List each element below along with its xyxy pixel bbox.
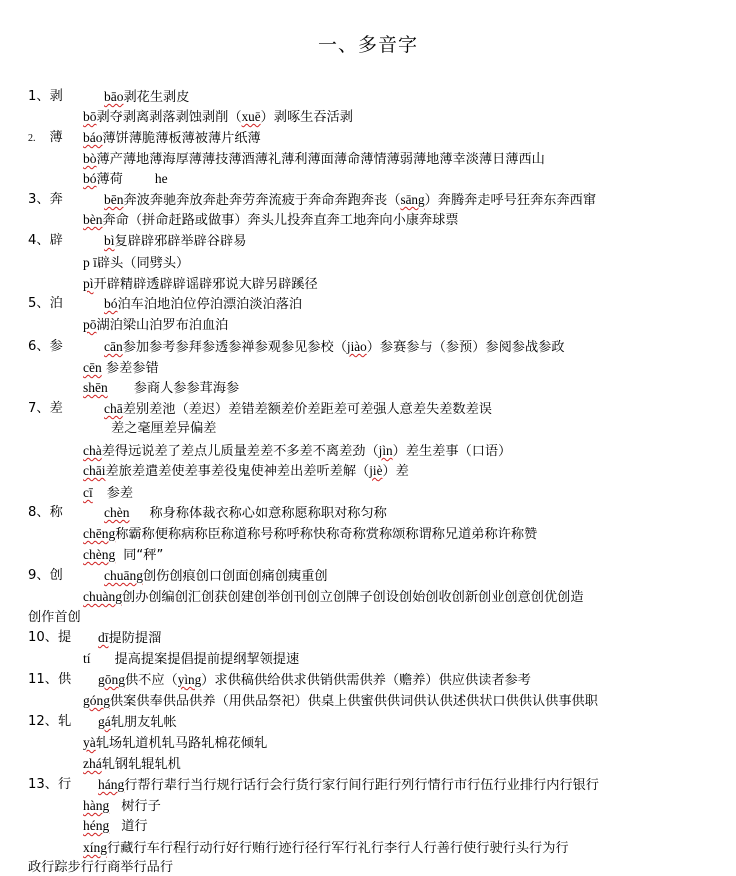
inline-pinyin: xuē (241, 109, 261, 124)
pinyin: tí (83, 651, 91, 666)
pinyin: gōng (98, 672, 125, 687)
pronunciation-line (83, 317, 228, 334)
examples: 道行 (121, 819, 148, 834)
examples: 行藏行车行程行动行好行贿行迹行径行军行礼行李行人行善行使行驶行头行为行 (107, 841, 569, 856)
examples: 泊车泊地泊位停泊漂泊淡泊落泊 (117, 297, 303, 312)
examples: 差别差池（差迟）差错差额差价差距差可差强人意差失差数差误 (122, 402, 492, 417)
pronunciation-line (104, 89, 189, 106)
pinyin: chà (83, 443, 102, 458)
pinyin: bì (104, 233, 115, 248)
pinyin: háng (98, 777, 125, 792)
pronunciation-line (83, 798, 161, 815)
entry-label: 6、参 (28, 339, 63, 354)
pinyin: bò (83, 151, 97, 166)
entry-label: 5、泊 (28, 296, 63, 311)
pinyin: xíng (83, 840, 108, 855)
pinyin: chèng (83, 547, 116, 562)
pronunciation-line (104, 401, 492, 418)
pronunciation-line (83, 151, 545, 168)
pronunciation-line (83, 756, 181, 773)
examples-cont: ）求供稿供给供求供销供需供养（赡养）供应供读者参考 (201, 673, 531, 688)
pronunciation-line (98, 630, 161, 647)
pronunciation-line (83, 255, 189, 272)
examples: 参加参考参拜参透参禅参观参见参校（ (122, 340, 347, 355)
examples-cont: ）差生差事（口语） (392, 444, 512, 459)
pinyin: hàng (83, 798, 110, 813)
pinyin: pō (83, 317, 97, 332)
pronunciation-line (83, 547, 163, 564)
pronunciation-line (83, 443, 511, 460)
pinyin: bèn (83, 212, 103, 227)
pinyin: p ī (83, 255, 97, 270)
entry-label: 13、行 (28, 777, 72, 792)
inline-pinyin: jiào (346, 339, 367, 354)
inline-pinyin: jiè (369, 463, 383, 478)
examples: 提防提溜 (108, 631, 162, 646)
pinyin: zhá (83, 756, 102, 771)
pronunciation-line (83, 485, 133, 502)
examples: 复辟辟邪辟举辟谷辟易 (114, 234, 247, 249)
pronunciation-line (83, 526, 537, 543)
pronunciation-line (104, 296, 302, 313)
pronunciation-line (83, 360, 159, 377)
examples: 树行子 (121, 799, 161, 814)
examples: 薄饼薄脆薄板薄被薄片纸薄 (102, 131, 261, 146)
pinyin: chā (104, 401, 123, 416)
examples: 轧朋友轧帐 (110, 715, 177, 730)
pinyin: héng (83, 818, 110, 833)
pronunciation-line (104, 505, 387, 522)
examples: 辟头（同劈头） (96, 256, 190, 271)
examples: 薄产薄地薄海厚薄薄技薄酒薄礼薄利薄面薄命薄情薄弱薄地薄幸淡薄日薄西山 (96, 152, 545, 167)
pronunciation-line (98, 777, 599, 794)
inline-pinyin: sāng (400, 192, 425, 207)
pronunciation-line (83, 693, 598, 710)
examples: 开辟精辟透辟辟谣辟邪说大辟另辟蹊径 (93, 277, 318, 292)
examples: 称身称体裁衣称心如意称愿称职对称匀称 (149, 506, 387, 521)
examples: 供不应（ (125, 673, 178, 688)
pinyin: chēng (83, 526, 116, 541)
pinyin: shēn (83, 380, 108, 395)
examples: 创办创编创汇创获创建创举创刊创立创牌子创设创始创收创新创业创意创优创造 (121, 590, 584, 605)
pronunciation-line (104, 233, 246, 250)
pronunciation-line (83, 818, 148, 835)
entry-label: 12、轧 (28, 714, 72, 729)
pinyin: chuāng (104, 568, 143, 583)
examples: 同“秤” (123, 548, 164, 563)
pronunciation-line (104, 339, 565, 356)
examples: 薄荷 (96, 172, 123, 187)
pinyin: cān (104, 339, 123, 354)
examples: 称霸称便称病称臣称道称号称呼称快称奇称赏称颂称谓称兄道弟称许称赞 (115, 527, 538, 542)
examples-cont: ）参赛参与（参预）参阅参战参政 (366, 340, 565, 355)
pronunciation-line (83, 109, 353, 126)
pronunciation-line (98, 672, 531, 689)
pinyin: dī (98, 630, 109, 645)
pinyin: bó (104, 296, 118, 311)
pronunciation-line (83, 171, 168, 188)
pinyin: yà (83, 735, 96, 750)
examples: 创作首创 (28, 610, 81, 625)
pinyin: báo (83, 130, 103, 145)
examples: 湖泊梁山泊罗布泊血泊 (96, 318, 229, 333)
examples: 剥花生剥皮 (123, 90, 190, 105)
pinyin: chāi (83, 463, 106, 478)
entry-label: 8、称 (28, 505, 63, 520)
pronunciation-line (83, 130, 261, 147)
pronunciation-line (83, 212, 459, 229)
inline-pinyin: yìng (177, 672, 202, 687)
examples: 行帮行辈行当行规行话行会行货行家行间行距行列行情行市行伍行业排行内行银行 (124, 778, 599, 793)
pronunciation-line (83, 380, 239, 397)
examples: 奔波奔驰奔放奔赴奔劳奔流疲于奔命奔跑奔丧（ (123, 193, 401, 208)
entry-label: 9、创 (28, 568, 63, 583)
pronunciation-line (104, 568, 328, 585)
examples: 参差 (106, 486, 134, 501)
pronunciation-line (83, 735, 267, 752)
entry-label: 3、奔 (28, 192, 63, 207)
examples: 剥夺剥离剥落剥蚀剥削（ (96, 110, 242, 125)
entry-label: 2. 薄 (28, 130, 63, 145)
pinyin: chèn (104, 505, 130, 520)
pinyin: cēn (83, 360, 102, 375)
examples: 参商人参参茸海参 (133, 381, 240, 396)
pinyin: bō (83, 109, 97, 124)
pronunciation-line (83, 589, 584, 606)
examples: 奔命（拼命赶路或做事）奔头儿投奔直奔工地奔向小康奔球票 (102, 213, 459, 228)
entry-label: 7、差 (28, 401, 63, 416)
examples: 差旅差遣差使差事差役鬼使神差出差听差解（ (105, 464, 370, 479)
examples: 差得远说差了差点儿质量差差不多差不离差劲（ (101, 444, 379, 459)
pinyin: góng (83, 693, 110, 708)
examples: 提高提案提倡提前提纲挈领提速 (114, 652, 300, 667)
pinyin: cī (83, 485, 93, 500)
pinyin: bāo (104, 89, 124, 104)
pronunciation-line-wrap (28, 860, 173, 876)
examples-cont: ）差 (382, 464, 409, 479)
pronunciation-line (83, 463, 409, 480)
entry-label: 1、剥 (28, 89, 63, 104)
examples: 创伤创痕创口创面创痛创痍重创 (142, 569, 328, 584)
examples: 参差参错 (101, 361, 159, 376)
page-title: 一、多音字 (317, 34, 418, 56)
examples: 轧钢轧辊轧机 (101, 757, 181, 772)
examples: 轧场轧道机轧马路轧棉花倾轧 (95, 736, 268, 751)
examples-cont: ）奔腾奔走呼号狂奔东奔西窜 (424, 193, 597, 208)
examples: 差之毫厘差异偏差 (111, 421, 217, 436)
pinyin: chuàng (83, 589, 122, 604)
pronunciation-line (83, 840, 569, 857)
pinyin: bó (83, 171, 97, 186)
examples: 政行踪步行行商举行品行 (28, 860, 174, 875)
entry-label: 4、辟 (28, 233, 63, 248)
pronunciation-line (83, 276, 318, 293)
pronunciation-line (111, 421, 217, 437)
pronunciation-line-wrap (28, 610, 81, 626)
pronunciation-line (104, 192, 596, 209)
pronunciation-line (83, 651, 299, 668)
entry-label: 10、提 (28, 630, 72, 645)
pinyin: bēn (104, 192, 124, 207)
entry-label: 11、供 (28, 672, 72, 687)
inline-pinyin: jìn (378, 443, 393, 458)
examples: 供案供奉供品供养（用供品祭祀）供桌上供蜜供供词供认供述供状口供供认供事供职 (110, 694, 598, 709)
pronunciation-line (98, 714, 177, 731)
pinyin: gá (98, 714, 111, 729)
pinyin: pì (83, 276, 94, 291)
examples-cont: ）剥啄生吞活剥 (260, 110, 353, 125)
extra-note: he (154, 171, 168, 186)
